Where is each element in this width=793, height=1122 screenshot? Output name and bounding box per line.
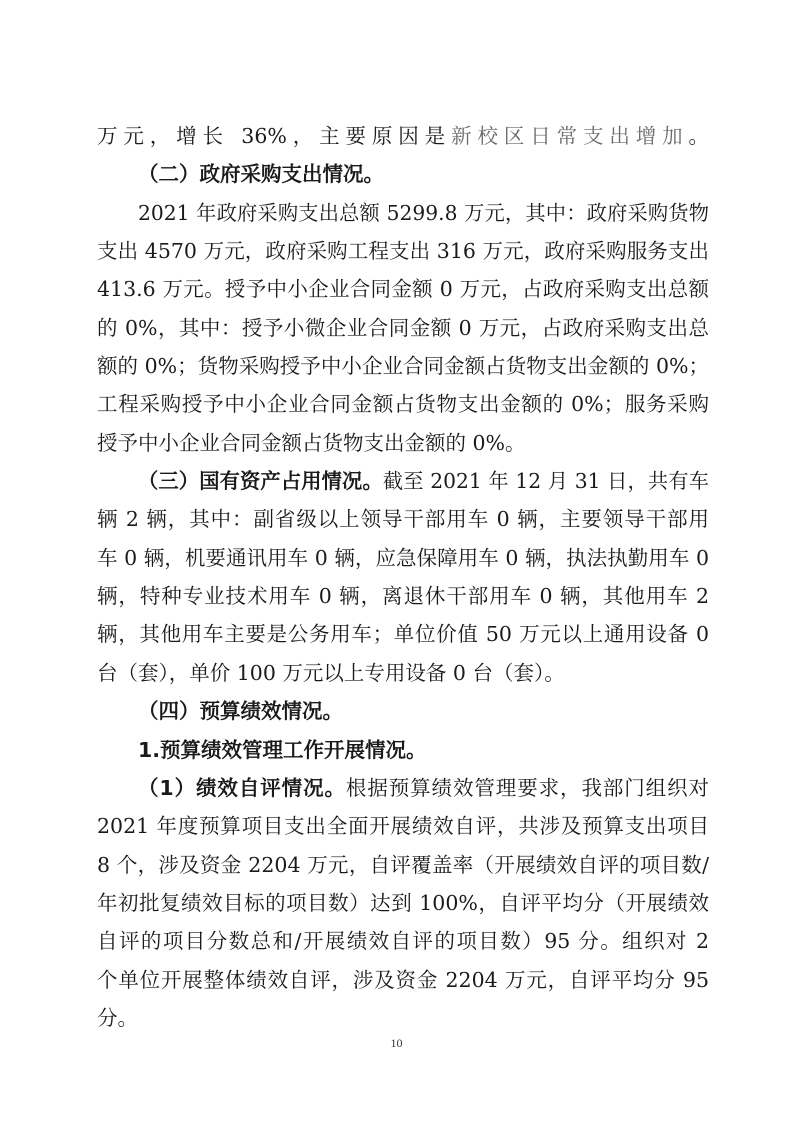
- paragraph-line: 2021 年政府采购支出总额 5299.8 万元，其中：政府采购货物: [138, 200, 709, 225]
- paragraph-line: 的 0%，其中：授予小微企业合同金额 0 万元，占政府采购支出总: [97, 315, 709, 340]
- paragraph-line: 个单位开展整体绩效自评，涉及资金 2204 万元，自评平均分 95: [97, 967, 709, 992]
- paragraph-line: 额的 0%；货物采购授予中小企业合同金额占货物支出金额的 0%；: [97, 354, 709, 379]
- paragraph-line: 自评的项目分数总和/开展绩效自评的项目数）95 分。组织对 2: [97, 929, 709, 954]
- paragraph-line: 工程采购授予中小企业合同金额占货物支出金额的 0%；服务采购: [97, 392, 709, 417]
- paragraph-line: 授予中小企业合同金额占货物支出金额的 0%。: [97, 430, 526, 455]
- paragraph-line: 辆，特种专业技术用车 0 辆，离退休干部用车 0 辆，其他用车 2: [97, 584, 709, 609]
- paragraph-line: [97, 769, 709, 807]
- paragraph-line: 分。: [97, 1005, 138, 1030]
- text-run: 根据预算绩效管理要求，我部门组织对: [345, 775, 710, 800]
- page-number: 10: [390, 1036, 403, 1050]
- paragraph-line: 413.6 万元。授予中小企业合同金额 0 万元，占政府采购支出总额: [97, 277, 709, 302]
- highlighted-text: 新校区日常支出增加: [451, 124, 689, 148]
- subsection-heading-management: 1.预算绩效管理工作开展情况。: [138, 737, 427, 762]
- paragraph-line: 8 个，涉及资金 2204 万元，自评覆盖率（开展绩效自评的项目数/: [97, 852, 709, 877]
- text-run: 万元，增长 36%，主要原因是: [97, 124, 452, 148]
- section-heading-procurement: （二）政府采购支出情况。: [138, 162, 384, 187]
- text-run: 截至 2021 年 12 月 31 日，共有车: [382, 469, 709, 494]
- paragraph-line: 2021 年度预算项目支出全面开展绩效自评，共涉及预算支出项目: [97, 814, 709, 839]
- document-body: [97, 117, 709, 1037]
- section-heading-performance: （四）预算绩效情况。: [138, 699, 343, 724]
- paragraph-line: 辆，其他用车主要是公务用车；单位价值 50 万元以上通用设备 0: [97, 622, 709, 647]
- text-run: 。: [688, 124, 710, 148]
- paragraph-line: 辆 2 辆，其中：副省级以上领导干部用车 0 辆，主要领导干部用: [97, 507, 709, 532]
- paragraph-line: 支出 4570 万元，政府采购工程支出 316 万元，政府采购服务支出: [97, 239, 709, 264]
- paragraph-line: [97, 117, 709, 155]
- paragraph-line: 车 0 辆，机要通讯用车 0 辆，应急保障用车 0 辆，执法执勤用车 0: [97, 545, 709, 570]
- paragraph-line: 年初批复绩效目标的项目数）达到 100%，自评平均分（开展绩效: [97, 890, 709, 915]
- section-heading-assets: （三）国有资产占用情况。: [138, 469, 383, 494]
- paragraph-line: 台（套），单价 100 万元以上专用设备 0 台（套）。: [97, 660, 565, 685]
- subsection-heading-self-evaluation: （1）绩效自评情况。: [138, 775, 346, 800]
- paragraph-line: [97, 462, 709, 500]
